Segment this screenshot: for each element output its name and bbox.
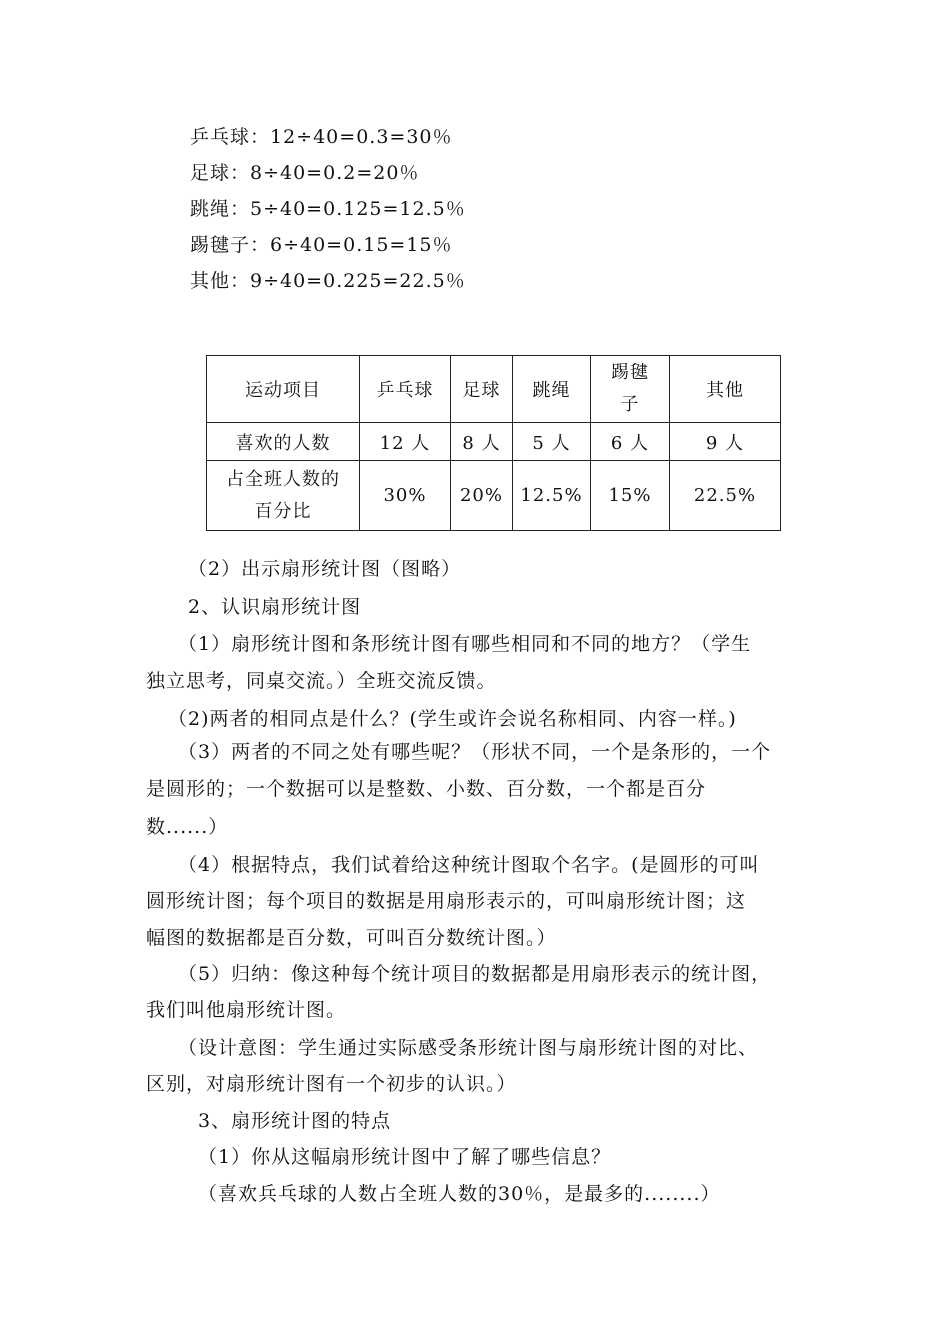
- paragraph-line: （2）出示扇形统计图（图略）: [188, 558, 462, 580]
- table-cell: 乒乓球: [360, 356, 451, 423]
- paragraph-line: 独立思考，同桌交流。）全班交流反馈。: [146, 670, 497, 692]
- paragraph-line: （2)两者的相同点是什么？(学生或许会说名称相同、内容一样。): [168, 708, 737, 730]
- paragraph-line: 幅图的数据都是百分数，可叫百分数统计图。）: [146, 927, 557, 949]
- section-heading: 2、认识扇形统计图: [188, 596, 362, 618]
- table-cell: 占全班人数的 百分比: [207, 461, 360, 531]
- paragraph-line: 数......）: [146, 816, 229, 838]
- table-cell: 其他: [670, 356, 781, 423]
- paragraph-line: （5）归纳：像这种每个统计项目的数据都是用扇形表示的统计图，: [178, 963, 772, 985]
- table-cell: 喜欢的人数: [207, 423, 360, 461]
- paragraph-line: 我们叫他扇形统计图。: [146, 999, 347, 1021]
- statistics-table: [206, 355, 781, 531]
- table-cell: 足球: [451, 356, 513, 423]
- table-cell: 9 人: [670, 423, 781, 461]
- table-cell: 20%: [451, 461, 513, 531]
- table-row: [207, 461, 781, 531]
- paragraph-line: 是圆形的；一个数据可以是整数、小数、百分数，一个都是百分: [146, 778, 707, 800]
- table-cell: 12.5%: [513, 461, 591, 531]
- table-cell: 运动项目: [207, 356, 360, 423]
- paragraph-line: 圆形统计图；每个项目的数据是用扇形表示的，可叫扇形统计图；这: [146, 890, 747, 912]
- paragraph-line: （喜欢兵乓球的人数占全班人数的30％，是最多的........）: [198, 1183, 721, 1205]
- table-cell: 8 人: [451, 423, 513, 461]
- calc-line-pingpong: 乒乓球：12÷40=0.3=30％: [190, 126, 453, 148]
- table-cell: 22.5%: [670, 461, 781, 531]
- table-header-row: [207, 356, 781, 423]
- paragraph-line: （3）两者的不同之处有哪些呢？（形状不同，一个是条形的，一个: [178, 741, 772, 763]
- paragraph-line: （1）你从这幅扇形统计图中了解了哪些信息？: [198, 1146, 612, 1168]
- calc-line-other: 其他：9÷40=0.225=22.5％: [190, 270, 466, 292]
- calc-line-shuttlecock: 踢毽子：6÷40=0.15=15％: [190, 234, 453, 256]
- paragraph-line: （1）扇形统计图和条形统计图有哪些相同和不同的地方？（学生: [178, 633, 752, 655]
- table-row: [207, 423, 781, 461]
- table-cell: 踢毽 子: [591, 356, 670, 423]
- paragraph-line: （设计意图：学生通过实际感受条形统计图与扇形统计图的对比、: [178, 1037, 759, 1059]
- calc-line-jumprope: 跳绳：5÷40=0.125=12.5％: [190, 198, 466, 220]
- table-cell: 跳绳: [513, 356, 591, 423]
- table-cell: 15%: [591, 461, 670, 531]
- table-cell: 5 人: [513, 423, 591, 461]
- table-cell: 30%: [360, 461, 451, 531]
- paragraph-line: 区别，对扇形统计图有一个初步的认识。）: [146, 1073, 517, 1095]
- table-cell: 6 人: [591, 423, 670, 461]
- section-heading: 3、扇形统计图的特点: [198, 1110, 392, 1132]
- calc-line-football: 足球：8÷40=0.2=20％: [190, 162, 420, 184]
- paragraph-line: （4）根据特点，我们试着给这种统计图取个名字。(是圆形的可叫: [178, 854, 760, 876]
- table-cell: 12 人: [360, 423, 451, 461]
